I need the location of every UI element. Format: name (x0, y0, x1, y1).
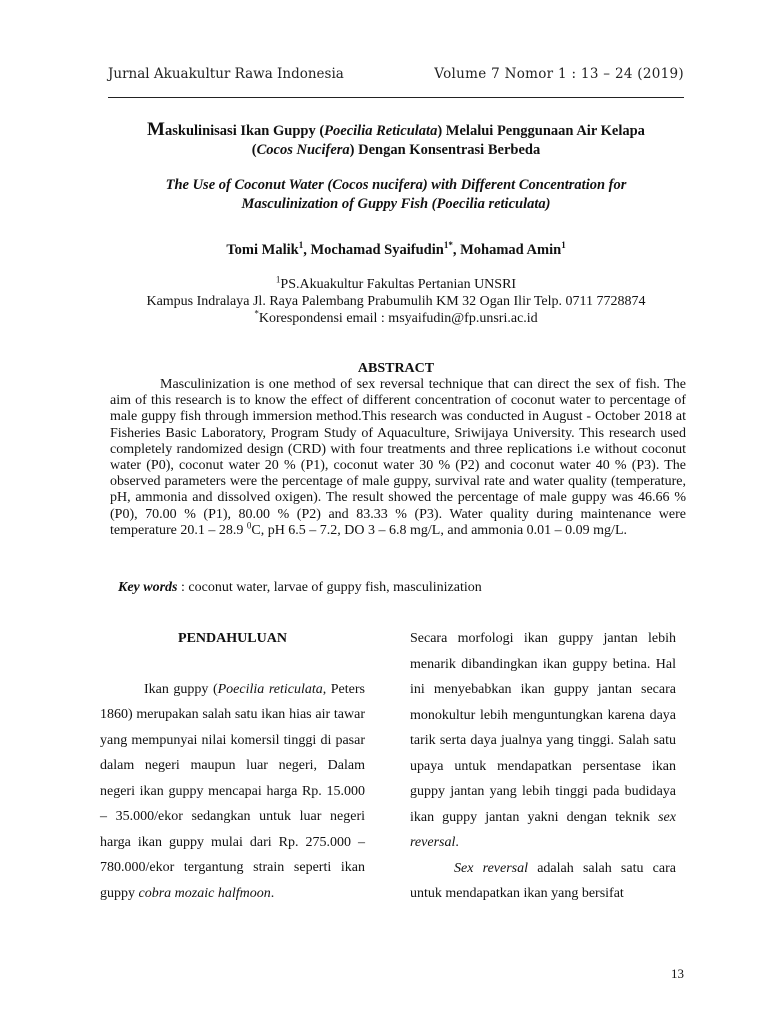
right-column (410, 626, 676, 907)
header-rule (108, 97, 684, 98)
affiliation (110, 276, 682, 327)
keywords-label: Key words (118, 580, 178, 595)
author-name: Tomi Malik (226, 242, 299, 258)
title-text: ) Melalui Penggunaan Air Kelapa (437, 123, 645, 139)
author-sup: 1* (443, 240, 453, 251)
author-sup: 1 (298, 240, 304, 251)
para-text: adalah salah satu cara untuk mendapatkan ikan yang bersifat (410, 860, 676, 901)
para-text: . (455, 835, 459, 850)
author-sup: 1 (561, 240, 566, 251)
author-list (110, 242, 682, 259)
para-text: Secara morfologi ikan guppy jantan lebih menarik dibandingkan ikan guppy betina. Hal ini menyebabkan ikan guppy jantan secara monokultur lebih menguntungkan karena daya tarik serta daya jualnya yang tinggi. Salah satu upaya untuk mendapatkan persentase ikan guppy jantan yang lebih tinggi pada budidaya ikan guppy jantan yakni dengan teknik (410, 631, 676, 825)
title-initial: M (147, 119, 165, 140)
volume-info: Volume 7 Nomor 1 : 13 – 24 (2019) (434, 66, 684, 82)
title-text: askulinisasi Ikan Guppy ( (164, 123, 325, 139)
strain-name: cobra mozaic halfmoon (138, 885, 271, 901)
journal-name: Jurnal Akuakultur Rawa Indonesia (108, 66, 344, 82)
title-text: ( (251, 142, 257, 158)
title-species: Poecilia Reticulata (324, 123, 438, 139)
title-indonesian (110, 120, 682, 160)
title-english (110, 176, 682, 214)
paragraph (100, 677, 365, 907)
title-text: ) Dengan Konsentrasi Berbeda (349, 142, 541, 158)
abstract-heading: ABSTRACT (357, 361, 435, 376)
affil-line: Kampus Indralaya Jl. Raya Palembang Prabumulih KM 32 Ogan Ilir Telp. 0711 7728874 (146, 294, 646, 309)
para-text: , Peters 1860) merupakan salah satu ikan hias air tawar yang mempunyai nilai komersil tinggi di pasar dalam negeri maupun luar negeri, Dalam negeri ikan guppy mencapai harga Rp. 15.000 – 35.000/ekor sedangkan untuk luar negeri harga ikan guppy mulai dari Rp. 275.000 – 780.000/ekor tergantung strain seperti ikan guppy (100, 681, 365, 901)
keywords (118, 580, 682, 596)
para-text: Ikan guppy ( (144, 681, 218, 697)
running-header (108, 66, 684, 88)
section-heading: PENDAHULUAN (178, 631, 287, 646)
abstract-text: Masculinization is one method of sex reversal technique that can direct the sex of fish. The aim of this research is to know the effect of different concentration of coconut water to percentage of male guppy fish through immersion method.This research was conducted in August - October 2018 at Fisheries Basic Laboratory, Program Study of Aquaculture, Sriwijaya University. This research used completely randomized design (CRD) with four treatments and three replications i.e without coconut water (P0), coconut water 20 % (P1), coconut water 30 % (P2) and coconut water 40 % (P3). The observed parameters were the percentage of male guppy, survival rate and water quality (temperature, pH, ammonia and dissolved oxigen). The result showed the percentage of male guppy was 46.66 % (P0), 70.00 % (P1), 80.00 % (P2) and 83.33 % (P3). Water quality during maintenance were temperature 20.1 – 28.9 (110, 377, 686, 538)
para-text: . (270, 885, 275, 901)
affil-sup: 1 (275, 274, 281, 285)
title-species: Cocos Nucifera (256, 142, 350, 158)
paragraph (410, 626, 676, 856)
paragraph (410, 856, 676, 907)
title-en-line: Masculinization of Guppy Fish (Poecilia reticulata) (241, 196, 551, 212)
abstract-body (110, 377, 686, 539)
page-number: 13 (671, 966, 684, 981)
affil-line: PS.Akuakultur Fakultas Pertanian UNSRI (280, 277, 517, 292)
author-name: , Mohamad Amin (452, 242, 562, 258)
title-en-line: The Use of Coconut Water (Cocos nucifera) with Different Concentration for (165, 177, 627, 193)
author-name: , Mochamad Syaifudin (303, 242, 444, 258)
affil-sup: * (254, 308, 259, 319)
keywords-text: : coconut water, larvae of guppy fish, masculinization (177, 580, 482, 595)
term: sex reversal (410, 809, 676, 850)
left-column (100, 626, 365, 906)
degree-sup: 0 (246, 520, 252, 531)
email-line: Korespondensi email : msyaifudin@fp.unsri.ac.id (258, 311, 538, 326)
species-name: Poecilia reticulata (217, 681, 323, 697)
term: Sex reversal (454, 860, 528, 876)
abstract-text: C, pH 6.5 – 7.2, DO 3 – 6.8 mg/L, and ammonia 0.01 – 0.09 mg/L. (251, 522, 628, 538)
